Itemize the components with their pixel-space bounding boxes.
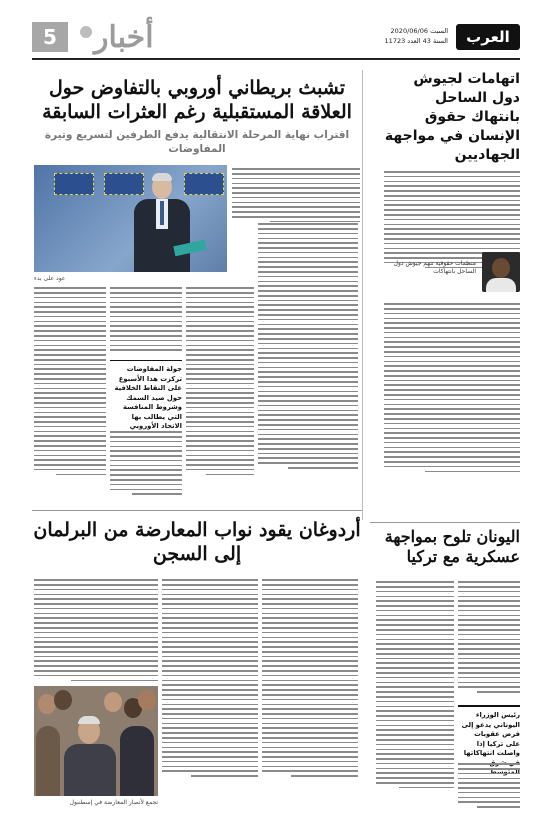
main-story-column-4 (34, 284, 106, 478)
main-story-column-3 (110, 284, 182, 354)
column-divider (362, 70, 363, 520)
bottom-right-column-3 (458, 760, 520, 811)
page-number: 5 (32, 22, 68, 52)
section-title: أخبار (94, 20, 154, 55)
main-story-photo (34, 165, 227, 272)
main-story-column-3b (110, 428, 182, 498)
pull-quote: جولة المفاوضات تركزت هذا الأسبوع على النقاط الخلافية حول صيد السمك وشروط المنافسة التي يطالب بها الاتحاد الأوروبي (110, 360, 182, 437)
right-story (384, 70, 520, 271)
main-story-lead (232, 165, 360, 226)
bottom-left-headline[interactable]: أردوغان يقود نواب المعارضة من البرلمان إلى السجن (33, 519, 361, 565)
writer-photo (482, 252, 520, 292)
bottom-left-column-1 (262, 576, 358, 780)
bottom-left-photo-caption: تجمع لأنصار المعارضة في إسطنبول (69, 799, 158, 806)
issue-line: السنة 43 العدد 11723 (384, 37, 448, 45)
right-story-body-2 (384, 300, 520, 475)
right-story-headline[interactable]: اتهامات لجيوش دول الساحل بانتهاك حقوق الإنسان في مواجهة الجهاديين (384, 71, 520, 163)
masthead-rule (32, 58, 520, 60)
bottom-right-column-1 (376, 578, 454, 792)
writer-box (384, 252, 520, 292)
main-story-column-1 (258, 220, 358, 472)
section-quote-icon (80, 26, 92, 38)
writer-note: منظمات حقوقية تتهم جيوش دول الساحل بانتهاكات (393, 260, 476, 275)
newspaper-logo: العرب (456, 24, 520, 50)
main-story-column-2 (186, 284, 254, 478)
bottom-left-photo (34, 686, 158, 796)
date-line: السبت 2020/06/06 (390, 27, 448, 35)
main-photo-caption: عود على بدء (34, 275, 66, 282)
story-divider (32, 510, 362, 511)
bottom-left-column-3 (34, 576, 158, 684)
story-divider-right (370, 522, 520, 523)
bottom-right-headline[interactable]: اليونان تلوح بمواجهة عسكرية مع تركيا (384, 527, 520, 566)
bottom-left-column-2 (162, 576, 258, 780)
main-story-subheadline: اقتراب نهاية المرحلة الانتقالية يدفع الطرفين لتسريع وتيرة المفاوضات (44, 129, 350, 155)
bottom-right-column-2 (458, 578, 520, 696)
bottom-right-highlight: رئيس الوزراء اليوناني يدعو إلى فرض عقوبات على تركيا إذا واصلت انتهاكاتها (458, 705, 520, 778)
masthead (32, 20, 520, 54)
issue-meta (385, 26, 448, 46)
main-story-headline[interactable]: تشبث بريطاني أوروبي بالتفاوض حول العلاقة المستقبلية رغم العثرات السابقة (42, 77, 352, 123)
